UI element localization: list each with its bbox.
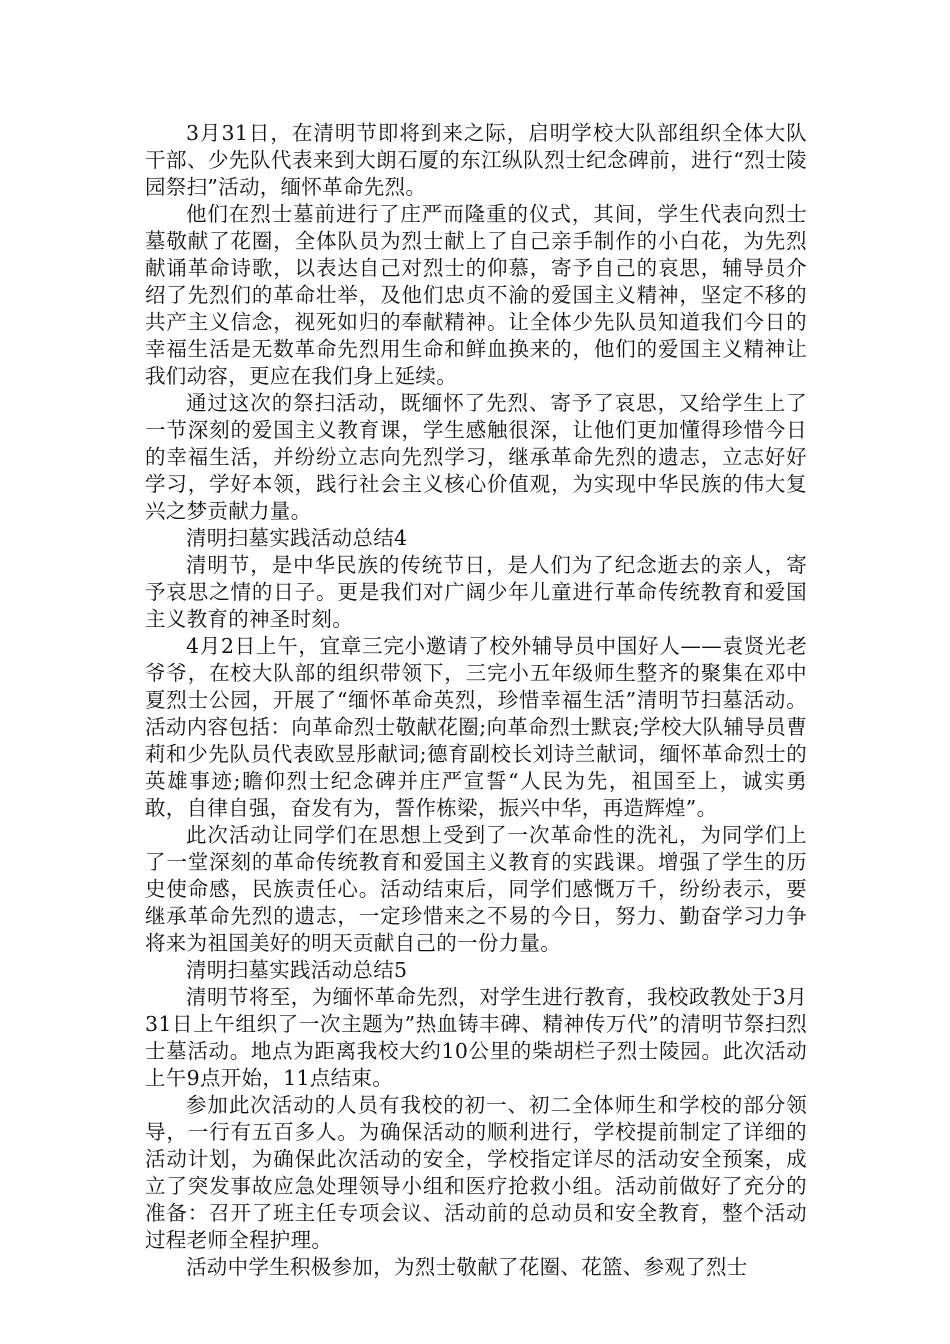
section-heading: 清明扫墓实践活动总结4 xyxy=(186,526,408,550)
paragraph: 参加此次活动的人员有我校的初一、初二全体师生和学校的部分领导，一行有五百多人。为确保活动的顺利进行，学校提前制定了详细的活动计划，为确保此次活动的安全，学校指定详尽的活动安全预案，成立了突发事故应急处理领导小组和医疗抢救小组。活动前做好了充分的准备：召开了班主任专项会议、活动前的总动员和安全教育，整个活动过程老师全程护理。 xyxy=(145,1093,807,1252)
paragraph: 清明节，是中华民族的传统节日，是人们为了纪念逝去的亲人，寄予哀思之情的日子。更是我们对广阔少年儿童进行革命传统教育和爱国主义教育的神圣时刻。 xyxy=(145,553,807,631)
paragraph: 他们在烈士墓前进行了庄严而隆重的仪式，其间，学生代表向烈士墓敬献了花圈，全体队员为烈士献上了自己亲手制作的小白花，为先烈献诵革命诗歌，以表达自己对烈士的仰慕，寄予自己的哀思，辅导员介绍了先烈们的革命壮举，及他们忠贞不渝的爱国主义精神，坚定不移的共产主义信念，视死如归的奉献精神。让全体少先队员知道我们今日的幸福生活是无数革命先烈用生命和鲜血换来的，他们的爱国主义精神让我们动容，更应在我们身上延续。 xyxy=(145,202,807,388)
document-body xyxy=(145,120,807,1281)
paragraph: 清明节将至，为缅怀革命先烈，对学生进行教育，我校政教处于3月31日上午组织了一次主题为”热血铸丰碑、精神传万代”的清明节祭扫烈士墓活动。地点为距离我校大约10公里的柴胡栏子烈士陵园。此次活动上午9点开始，11点结束。 xyxy=(145,985,807,1090)
section-heading: 清明扫墓实践活动总结5 xyxy=(186,958,408,982)
paragraph: 4月2日上午，宜章三完小邀请了校外辅导员中国好人——袁贤光老爷爷，在校大队部的组织带领下，三完小五年级师生整齐的聚集在邓中夏烈士公园，开展了“缅怀革命英烈，珍惜幸福生活”清明节扫墓活动。活动内容包括：向革命烈士敬献花圈;向革命烈士默哀;学校大队辅导员曹莉和少先队员代表欧昱彤献词;德育副校长刘诗兰献词，缅怀革命烈士的英雄事迹;瞻仰烈士纪念碑并庄严宣誓“人民为先，祖国至上，诚实勇敢，自律自强，奋发有为，誓作栋梁，振兴中华，再造辉煌”。 xyxy=(145,634,807,820)
paragraph: 此次活动让同学们在思想上受到了一次革命性的洗礼，为同学们上了一堂深刻的革命传统教育和爱国主义教育的实践课。增强了学生的历史使命感，民族责任心。活动结束后，同学们感慨万千，纷纷表示，要继承革命先烈的遗志，一定珍惜来之不易的今日，努力、勤奋学习力争将来为祖国美好的明天贡献自己的一份力量。 xyxy=(145,823,807,955)
paragraph: 活动中学生积极参加，为烈士敬献了花圈、花篮、参观了烈士 xyxy=(186,1255,748,1279)
paragraph: 通过这次的祭扫活动，既缅怀了先烈、寄予了哀思，又给学生上了一节深刻的爱国主义教育课，学生感触很深，让他们更加懂得珍惜今日的幸福生活，并纷纷立志向先烈学习，继承革命先烈的遗志，立志好好学习，学好本领，践行社会主义核心价值观，为实现中华民族的伟大复兴之梦贡献力量。 xyxy=(145,391,807,523)
paragraph: 3月31日，在清明节即将到来之际，启明学校大队部组织全体大队干部、少先队代表来到大朗石厦的东江纵队烈士纪念碑前，进行“烈士陵园祭扫”活动，缅怀革命先烈。 xyxy=(145,121,807,199)
